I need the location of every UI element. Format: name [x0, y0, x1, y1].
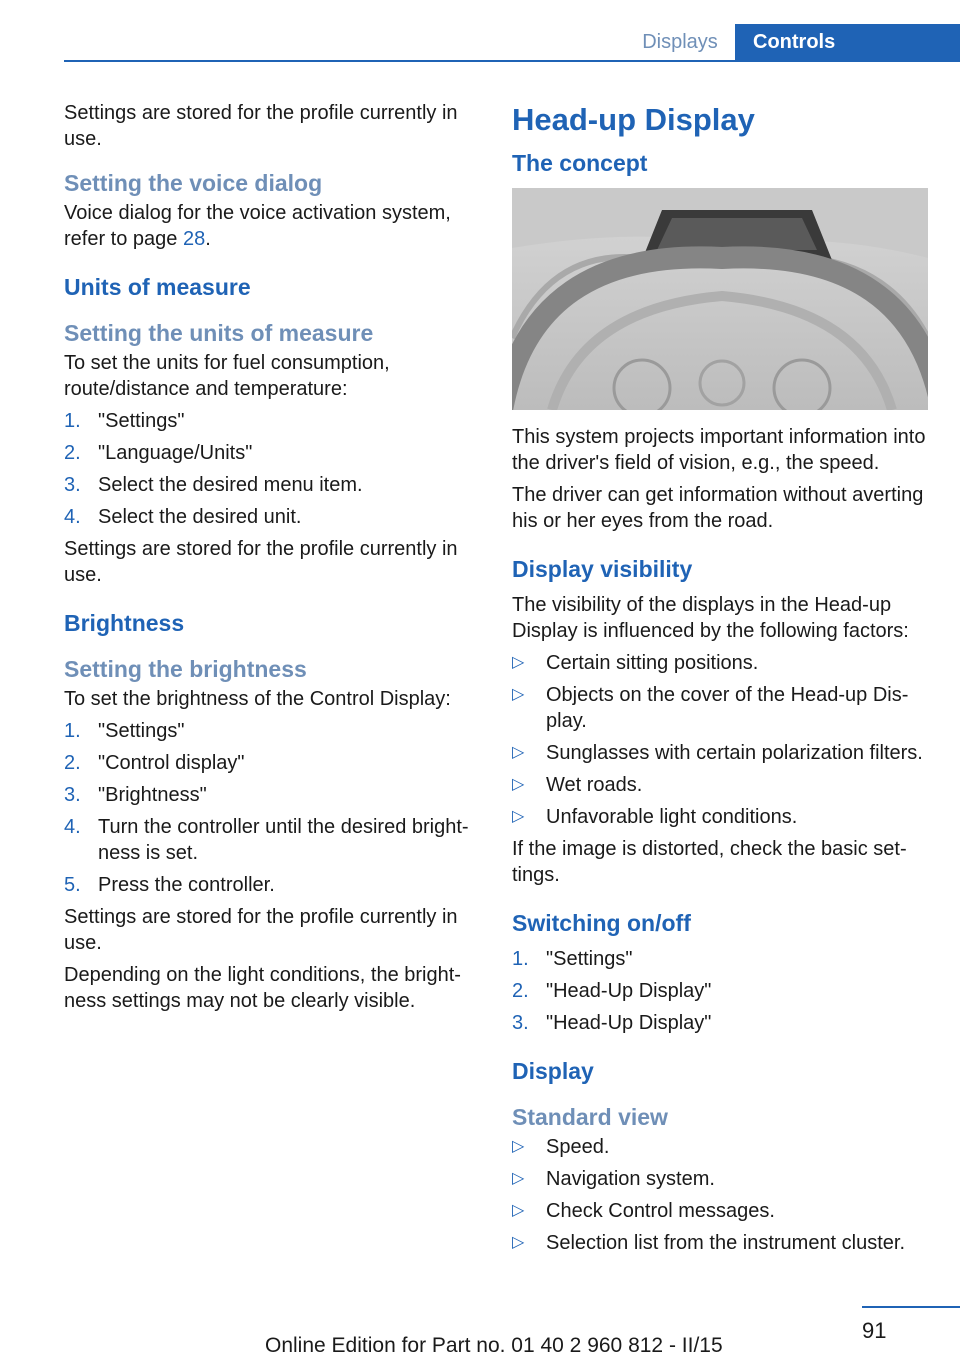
voice-dialog-text-pre: Voice dialog for the voice activation system, refer to page	[64, 202, 451, 250]
list-item-text: Sunglasses with certain polarization filters.	[546, 742, 923, 764]
list-item	[64, 440, 484, 466]
triangle-right-icon: ▷	[512, 744, 525, 761]
list-item-text: Wet roads.	[546, 774, 643, 796]
concept-heading: The concept	[512, 150, 648, 176]
list-item	[512, 1166, 932, 1192]
standard-view-list	[512, 1134, 932, 1256]
brightness-after-text-2: Depending on the light conditions, the bright‐ness settings may not be clearly visible.	[64, 964, 461, 1012]
step-text: Select the desired menu item.	[98, 474, 363, 496]
list-item-text: Check Control messages.	[546, 1200, 775, 1222]
header-rule	[64, 60, 960, 62]
step-text: "Settings"	[98, 720, 185, 742]
voice-dialog-heading: Setting the voice dialog	[64, 170, 323, 196]
step-number: 3.	[512, 1012, 529, 1034]
page-number: 91	[862, 1318, 887, 1343]
triangle-right-icon: ▷	[512, 686, 525, 703]
step-number: 3.	[64, 474, 81, 496]
step-number: 2.	[64, 752, 81, 774]
triangle-right-icon: ▷	[512, 776, 525, 793]
list-item	[64, 408, 484, 434]
display-heading: Display	[512, 1058, 594, 1084]
list-item	[512, 804, 932, 830]
concept-text-2: The driver can get information without averting his or her eyes from the road.	[512, 484, 924, 532]
list-item	[64, 718, 484, 744]
list-item	[512, 946, 932, 972]
triangle-right-icon: ▷	[512, 1170, 525, 1187]
brightness-subheading: Setting the brightness	[64, 656, 307, 682]
units-text: To set the units for fuel consumption, route/distance and temperature:	[64, 352, 390, 400]
units-heading: Units of measure	[64, 274, 251, 300]
list-item	[512, 1010, 932, 1036]
head-up-display-illustration	[512, 188, 928, 410]
step-number: 5.	[64, 874, 81, 896]
list-item	[64, 782, 484, 808]
footer-rule	[862, 1306, 960, 1308]
brightness-heading: Brightness	[64, 610, 185, 636]
voice-dialog-text	[64, 200, 484, 252]
edition-footer: Online Edition for Part no. 01 40 2 960 812 - II/15	[265, 1334, 723, 1357]
brightness-text: To set the brightness of the Control Display:	[64, 688, 451, 710]
page-header	[0, 0, 960, 62]
step-text: "Brightness"	[98, 784, 207, 806]
triangle-right-icon: ▷	[512, 808, 525, 825]
triangle-right-icon: ▷	[512, 654, 525, 671]
step-number: 4.	[64, 816, 81, 838]
switching-heading: Switching on/off	[512, 910, 691, 936]
triangle-right-icon: ▷	[512, 1138, 525, 1155]
units-subheading: Setting the units of measure	[64, 320, 374, 346]
step-text: "Settings"	[98, 410, 185, 432]
list-item	[512, 740, 932, 766]
step-text: Turn the controller until the desired bright‐ness is set.	[98, 816, 469, 864]
step-text: "Settings"	[546, 948, 633, 970]
list-item	[64, 872, 484, 898]
step-text: Press the controller.	[98, 874, 275, 896]
voice-dialog-text-post: .	[205, 228, 211, 250]
step-text: "Head-Up Display"	[546, 1012, 712, 1034]
list-item	[512, 772, 932, 798]
units-steps-list	[64, 408, 484, 530]
brightness-steps-list	[64, 718, 484, 898]
step-text: "Language/Units"	[98, 442, 253, 464]
step-number: 2.	[512, 980, 529, 1002]
list-item	[512, 1134, 932, 1160]
list-item	[64, 814, 484, 866]
list-item	[512, 650, 932, 676]
triangle-right-icon: ▷	[512, 1234, 525, 1251]
visibility-after-text: If the image is distorted, check the basic set‐tings.	[512, 838, 907, 886]
visibility-list	[512, 650, 932, 830]
hud-heading: Head-up Display	[512, 102, 755, 137]
list-item-text: Speed.	[546, 1136, 610, 1158]
standard-view-subheading: Standard view	[512, 1104, 668, 1130]
step-text: Select the desired unit.	[98, 506, 302, 528]
list-item	[512, 1198, 932, 1224]
concept-text-1: This system projects important information into the driver's field of vision, e.g., the speed.	[512, 426, 926, 474]
step-text: "Control display"	[98, 752, 245, 774]
visibility-heading: Display visibility	[512, 556, 693, 582]
list-item	[64, 750, 484, 776]
triangle-right-icon: ▷	[512, 1202, 525, 1219]
list-item	[512, 1230, 932, 1256]
intro-text: Settings are stored for the profile currently in use.	[64, 102, 458, 150]
step-number: 1.	[512, 948, 529, 970]
list-item	[512, 682, 932, 734]
brightness-after-text-1: Settings are stored for the profile currently in use.	[64, 906, 458, 954]
list-item	[64, 504, 484, 530]
step-number: 1.	[64, 410, 81, 432]
list-item-text: Unfavorable light conditions.	[546, 806, 798, 828]
list-item-text: Selection list from the instrument cluster.	[546, 1232, 906, 1254]
section-tab-displays: Displays	[642, 31, 718, 53]
switching-steps-list	[512, 946, 932, 1036]
step-number: 2.	[64, 442, 81, 464]
left-column	[64, 100, 484, 1020]
list-item-text: Objects on the cover of the Head-up Dis‐play.	[546, 684, 909, 732]
step-number: 3.	[64, 784, 81, 806]
page-28-link[interactable]: 28	[182, 228, 206, 250]
list-item-text: Certain sitting positions.	[546, 652, 759, 674]
list-item	[64, 472, 484, 498]
step-number: 4.	[64, 506, 81, 528]
section-tab-controls: Controls	[735, 24, 960, 61]
step-number: 1.	[64, 720, 81, 742]
units-after-text: Settings are stored for the profile currently in use.	[64, 538, 458, 586]
list-item-text: Navigation system.	[546, 1168, 715, 1190]
step-text: "Head-Up Display"	[546, 980, 712, 1002]
list-item	[512, 978, 932, 1004]
right-column	[512, 100, 932, 1262]
visibility-text: The visibility of the displays in the Head-up Display is influenced by the following factors:	[512, 594, 909, 642]
